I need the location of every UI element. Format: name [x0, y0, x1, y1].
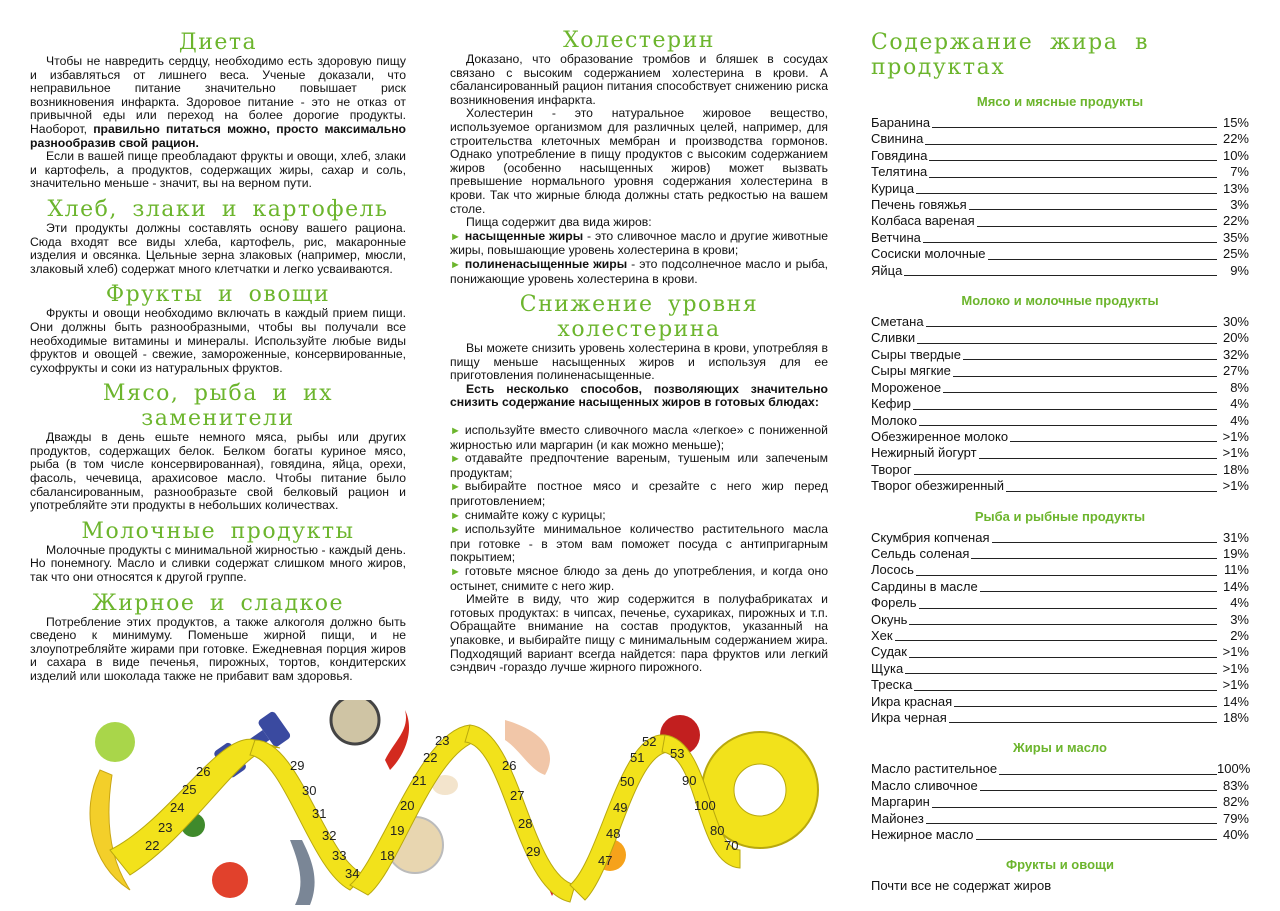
fat-row [871, 478, 1249, 494]
cholesterol-paragraph-3: Пища содержит два вида жиров: [466, 215, 652, 230]
section-title: Фрукты и овощи [105, 282, 331, 308]
fat-percent: >1% [1222, 660, 1249, 676]
section [30, 381, 406, 513]
section [30, 282, 406, 375]
section-title: Хлеб, злаки и картофель [47, 196, 389, 222]
product-name: Нежирный йогурт [871, 445, 977, 461]
leader-line [916, 193, 1217, 194]
fat-row [871, 363, 1249, 379]
fat-row [871, 794, 1249, 810]
section-title: Диета [178, 30, 258, 55]
bullet-arrow-icon: ► [450, 481, 461, 494]
cholesterol-column [450, 30, 828, 681]
leader-line [980, 591, 1217, 592]
leader-line [929, 160, 1217, 161]
fat-row [871, 530, 1249, 546]
product-name: Форель [871, 595, 917, 611]
tape-number: 18 [380, 848, 395, 863]
tomato-icon [212, 862, 248, 898]
fat-row [871, 230, 1249, 246]
fat-row [871, 164, 1249, 180]
leader-line [979, 458, 1217, 459]
leader-line [929, 177, 1217, 178]
leader-line [909, 624, 1217, 625]
lowering-bold-paragraph: Есть несколько способов, позволяющих значительно снизить содержание насыщенных жиров в готовых блюдах: [450, 381, 828, 410]
tape-number: 30 [302, 783, 317, 798]
tape-number: 23 [435, 733, 450, 748]
fat-percent: >1% [1222, 428, 1249, 444]
product-name: Треска [871, 677, 913, 693]
bullet-arrow-icon: ► [450, 524, 461, 537]
tips-list [450, 424, 828, 593]
tip-item: ► отдавайте предпочтение вареным, тушеным или запеченым продуктам; [450, 451, 828, 480]
fat-percent: 79% [1222, 810, 1249, 826]
product-name: Окунь [871, 611, 908, 627]
fat-percent: 30% [1222, 314, 1249, 330]
leader-line [925, 144, 1217, 145]
fat-row [871, 181, 1249, 197]
cholesterol-title: Холестерин [563, 28, 715, 53]
leader-line [919, 608, 1218, 609]
leader-line [932, 127, 1217, 128]
tape-number: 27 [510, 788, 525, 803]
product-name: Колбаса вареная [871, 213, 975, 229]
product-name: Телятина [871, 164, 928, 180]
chili-pepper-icon [385, 710, 409, 770]
fat-group [871, 94, 1249, 279]
tape-number: 24 [170, 800, 185, 815]
fat-types-list [450, 230, 828, 286]
fat-percent: 82% [1222, 794, 1249, 810]
leader-line [954, 706, 1217, 707]
fat-row [871, 761, 1249, 777]
fat-row [871, 413, 1249, 429]
leader-line [976, 839, 1217, 840]
fat-row [871, 595, 1249, 611]
fat-row [871, 579, 1249, 595]
cholesterol-paragraph-2: Холестерин - это натуральное жировое вещество, используемое организмом для различных целей, например, для строительства клеточных мембран и производства гормонов. Однако употребление в пищу продуктов с высоким содержанием жиров (особенно насыщенных жиров) может вызвать превышение нормального уровня содержания холестерина в крови. Так что жирные блюда должны стать редкостью на вашем столе. [450, 106, 828, 216]
fat-group [871, 293, 1249, 494]
tape-number: 22 [145, 838, 160, 853]
fat-percent: 19% [1222, 545, 1249, 561]
fat-row [871, 562, 1249, 578]
product-name: Яйца [871, 262, 903, 278]
section-title: Молочные продукты [81, 518, 355, 544]
fat-percent: 27% [1222, 363, 1249, 379]
bullet-arrow-icon: ► [450, 566, 461, 578]
fat-percent: 13% [1222, 180, 1249, 196]
fat-percent: 31% [1222, 529, 1249, 545]
leader-line [916, 575, 1217, 576]
fat-percent: 18% [1222, 461, 1249, 477]
fat-percent: >1% [1222, 677, 1249, 693]
tape-number: 70 [724, 838, 739, 853]
fat-row [871, 546, 1249, 562]
fat-groups [871, 94, 1249, 843]
fat-percent: 4% [1230, 595, 1249, 611]
fat-row [871, 347, 1249, 363]
fat-percent: 4% [1230, 412, 1249, 428]
tape-number: 51 [630, 750, 645, 765]
leader-line [914, 690, 1217, 691]
fat-percent: 14% [1222, 578, 1249, 594]
section-paragraph: Молочные продукты с минимальной жирностью - каждый день. Но понемногу. Масло и сливки содержат слишком много жиров, так что они относятся к другой группе. [30, 542, 406, 585]
leader-line [926, 823, 1217, 824]
product-name: Обезжиренное молоко [871, 428, 1009, 444]
fat-percent: 3% [1230, 611, 1249, 627]
product-name: Щука [871, 660, 904, 676]
fat-type-item: ► насыщенные жиры - это сливочное масло и другие животные жиры, повышающие уровень холестерина в крови; [450, 228, 828, 258]
tape-number: 31 [312, 806, 327, 821]
section [30, 197, 406, 276]
banana-icon [90, 770, 130, 890]
fat-row [871, 314, 1249, 330]
tape-number: 90 [682, 773, 697, 788]
tape-number: 28 [518, 816, 533, 831]
section-paragraph: Если в вашей пище преобладают фрукты и овощи, хлеб, злаки и картофель, а продуктов, содержащих жиры, сахар и соль, значительно меньше - значит, вы на верном пути. [30, 149, 406, 191]
product-name: Судак [871, 644, 907, 660]
tip-item: ► используйте вместо сливочного масла «легкое» с пониженной жирностью или маргарин (и как можно меньше); [450, 423, 828, 452]
fat-percent: 4% [1230, 396, 1249, 412]
fat-percent: 25% [1222, 246, 1249, 262]
fat-row [871, 710, 1249, 726]
bullet-arrow-icon: ► [450, 453, 461, 466]
fat-percent: 3% [1230, 197, 1249, 213]
product-name: Свинина [871, 131, 924, 147]
tape-number: 29 [526, 844, 541, 859]
product-name: Печень говяжья [871, 197, 967, 213]
product-name: Икра красная [871, 693, 953, 709]
product-name: Нежирное масло [871, 827, 974, 843]
product-name: Скумбрия копченая [871, 529, 990, 545]
fat-content-column [871, 30, 1249, 894]
fat-row [871, 396, 1249, 412]
fat-row [871, 263, 1249, 279]
leader-line [953, 376, 1217, 377]
leader-line [1010, 441, 1217, 442]
leader-line [963, 359, 1217, 360]
section-title: Мясо, рыба и их заменители [102, 381, 334, 432]
product-name: Лосось [871, 562, 914, 578]
product-name: Сосиски молочные [871, 246, 986, 262]
leader-line [926, 326, 1217, 327]
leader-line [919, 425, 1217, 426]
fat-type-item: ► полиненасыщенные жиры - это подсолнечное масло и рыба, понижающие уровень холестерина в крови. [450, 256, 828, 286]
fat-row [871, 115, 1249, 131]
fat-percent: >1% [1222, 644, 1249, 660]
fat-group-heading: Жиры и масло [1013, 740, 1107, 756]
fruit-note: Почти все не содержат жиров [871, 878, 1052, 894]
leader-line [969, 209, 1217, 210]
section [30, 30, 406, 191]
tape-number: 23 [158, 820, 173, 835]
fat-row [871, 330, 1249, 346]
fat-row [871, 778, 1249, 794]
emphasis-text: правильно питаться можно, просто максимально разнообразив свой рацион. [30, 121, 406, 150]
fat-percent: 10% [1222, 147, 1249, 163]
product-name: Сыры твердые [871, 346, 961, 362]
product-name: Майонез [871, 810, 924, 826]
product-name: Хек [871, 627, 893, 643]
fat-percent: 11% [1223, 562, 1249, 578]
fat-percent: 22% [1222, 131, 1249, 147]
nutrition-groups-column [30, 30, 406, 690]
apple-icon [95, 722, 135, 762]
fat-group-heading: Молоко и молочные продукты [961, 293, 1159, 309]
leader-line [971, 558, 1217, 559]
fat-row [871, 197, 1249, 213]
product-name: Говядина [871, 147, 928, 163]
fat-percent: 22% [1222, 213, 1249, 229]
fat-percent: 83% [1222, 777, 1249, 793]
fat-row [871, 811, 1249, 827]
tip-item: ► готовьте мясное блюдо за день до употребления, и когда оно остынет, снимите с него жир. [450, 564, 828, 593]
product-name: Курица [871, 180, 915, 196]
leader-line [917, 343, 1217, 344]
fat-row [871, 462, 1249, 478]
leader-line [949, 722, 1217, 723]
section-paragraph: Потребление этих продуктов, а также алкоголя должно быть сведено к минимуму. Поменьше жирной пищи, и не злоупотребляйте жирами при готовке. Ежедневная порция жиров и сахара в виде печенья, пирожных, тортов, кондитерских изделий или шоколада также не прибавит вам здоровья. [30, 614, 406, 683]
product-name: Ветчина [871, 229, 921, 245]
product-name: Сельдь соленая [871, 545, 970, 561]
section-paragraph: Дважды в день ешьте немного мяса, рыбы или других продуктов, содержащих белок. Белком богаты куриное мясо, рыба (в том числе консервированная), говядина, яйца, орехи, фасоль, чечевица, арахисовое масло. Чтобы питание было сбалансированным, разнообразьте свой белковый рацион и употребляйте эти продукты в небольших количествах. [30, 430, 406, 513]
fat-row [871, 644, 1249, 660]
leader-line [932, 807, 1217, 808]
leader-line [1006, 491, 1217, 492]
product-name: Творог обезжиренный [871, 478, 1004, 494]
leader-line [905, 673, 1217, 674]
tape-number: 19 [390, 823, 405, 838]
product-name: Масло сливочное [871, 777, 978, 793]
section-title: Жирное и сладкое [91, 590, 344, 616]
bullet-arrow-icon: ► [450, 230, 461, 243]
tape-number: 48 [606, 826, 621, 841]
fat-percent: 7% [1230, 164, 1249, 180]
fat-group [871, 509, 1249, 727]
tape-number: 34 [345, 866, 360, 881]
leader-line [988, 259, 1217, 260]
product-name: Кефир [871, 396, 911, 412]
leader-line [943, 392, 1217, 393]
fish-icon [290, 840, 315, 905]
fat-row [871, 694, 1249, 710]
leader-line [895, 640, 1217, 641]
product-name: Молоко [871, 412, 917, 428]
section [30, 519, 406, 585]
section-paragraph: Фрукты и овощи необходимо включать в каждый прием пищи. Они должны быть разнообразными, чтобы вы получали все необходимые витамины и минералы. Используйте любые виды фруктов и овощей - свежие, замороженные, консервированные, сухофрукты и соки из натуральных фруктов. [30, 306, 406, 375]
tape-number: 26 [502, 758, 517, 773]
fat-percent: 15% [1222, 115, 1249, 130]
tape-number: 100 [694, 798, 716, 813]
leader-line [909, 657, 1217, 658]
leader-line [913, 409, 1217, 410]
tape-number: 33 [332, 848, 347, 863]
fat-row [871, 380, 1249, 396]
product-name: Сардины в масле [871, 578, 978, 594]
tape-number: 50 [620, 774, 635, 789]
section-paragraph: Эти продукты должны составлять основу вашего рациона. Сюда входят все виды хлеба, картофель, рис, макаронные изделия и овсянка. Цельные зерна злаковых (например, мюсли, злаковый хлеб) содержат много клетчатки и легко усваиваются. [30, 220, 406, 276]
leader-line [977, 226, 1217, 227]
product-name: Баранина [871, 115, 931, 130]
cholesterol-paragraph-1: Доказано, что образование тромбов и бляшек в сосудах связано с высоким содержанием холестерина в крови. А сбалансированный рацион питания способствует снижению риска возникновения инфаркта. [450, 52, 828, 107]
product-name: Масло растительное [871, 761, 998, 777]
section [30, 591, 406, 684]
fat-row [871, 677, 1249, 693]
fat-content-title: Содержание жира в продуктах [871, 30, 1150, 80]
fat-percent: 2% [1230, 627, 1249, 643]
leader-line [999, 774, 1217, 775]
fat-row [871, 148, 1249, 164]
fat-row [871, 827, 1249, 843]
tape-number: 22 [423, 750, 438, 765]
lowering-paragraph-1: Вы можете снизить уровень холестерина в крови, употребляя в пищу меньше насыщенных жиров и используя для ее приготовления полиненасыщенные. [450, 341, 828, 383]
fat-row [871, 131, 1249, 147]
tape-number: 53 [670, 746, 685, 761]
fat-percent: 35% [1222, 229, 1249, 245]
leader-line [992, 542, 1217, 543]
fat-row [871, 429, 1249, 445]
product-name: Сметана [871, 314, 924, 330]
product-name: Творог [871, 461, 912, 477]
fat-percent: >1% [1222, 478, 1249, 494]
bullet-arrow-icon: ► [450, 258, 461, 271]
fat-percent: 9% [1230, 262, 1249, 278]
fat-group-heading: Мясо и мясные продукты [976, 94, 1144, 109]
fat-percent: 32% [1222, 346, 1249, 362]
tape-number: 32 [322, 828, 337, 843]
leader-line [980, 790, 1217, 791]
tape-number: 52 [642, 734, 657, 749]
tape-number: 29 [290, 758, 305, 773]
fat-row [871, 213, 1249, 229]
beans-bowl-icon [331, 700, 379, 744]
bullet-arrow-icon: ► [450, 425, 461, 438]
tip-item: ► выбирайте постное мясо и срезайте с него жир перед приготовлением; [450, 479, 828, 509]
product-name: Икра черная [871, 710, 947, 725]
fat-group-heading: Рыба и рыбные продукты [974, 508, 1146, 524]
fat-row [871, 661, 1249, 677]
tape-number: 20 [400, 798, 415, 813]
tape-number: 49 [613, 800, 628, 815]
tip-item: ► используйте минимальное количество растительного масла при готовке - в этом вам поможет посуда с антипригарным покрытием; [450, 522, 828, 565]
fat-row [871, 246, 1249, 262]
tape-number: 21 [412, 773, 427, 788]
tape-number: 47 [598, 853, 613, 868]
fat-percent: 8% [1230, 379, 1249, 395]
fat-percent: 100% [1217, 761, 1251, 777]
tape-number: 25 [182, 782, 197, 797]
fat-percent: >1% [1222, 445, 1249, 461]
fat-row [871, 612, 1249, 628]
product-name: Сливки [871, 330, 916, 346]
section-paragraph: Чтобы не навредить сердцу, необходимо есть здоровую пищу и избавляться от лишнего веса. Ученые доказали, что неправильное питание значительно повышает риск возникновения инфаркта. Здоровое питание - это не отказ от привычной еды или переход на более дорогие продукты. Наоборот, правильно питаться можно, просто максимально разнообразив свой рацион. [30, 54, 406, 150]
bullet-arrow-icon: ► [450, 509, 461, 522]
tape-number: 80 [710, 823, 725, 838]
fat-percent: 40% [1222, 827, 1249, 843]
tip-item: ► снимайте кожу с курицы; [450, 507, 606, 522]
leader-line [904, 275, 1217, 276]
fruit-heading: Фрукты и овощи [1006, 857, 1114, 873]
product-name: Мороженое [871, 379, 942, 395]
fat-percent: 14% [1222, 693, 1249, 709]
measuring-tape-illustration [50, 700, 830, 905]
fat-percent: 20% [1222, 330, 1249, 346]
product-name: Сыры мягкие [871, 363, 951, 379]
lowering-cholesterol-title: Снижение уровня холестерина [519, 292, 759, 343]
fat-group [871, 740, 1249, 843]
product-name: Маргарин [871, 794, 930, 810]
fat-row [871, 628, 1249, 644]
leader-line [923, 242, 1217, 243]
lowering-paragraph-2: Имейте в виду, что жир содержится в полуфабрикатах и готовых продуктах: в чипсах, печенье, сухариках, пирожных и т.п. Обращайте внимание на состав продуктов, указанный на упаковке, и выбирайте пищу с минимальным содержанием жира. Подходящий вариант всегда найдется: пара фруктов или легкий сэндвич -гораздо лучше жирного пирожного. [450, 592, 828, 675]
fat-percent: 18% [1222, 710, 1249, 725]
tape-number: 26 [196, 764, 211, 779]
leader-line [914, 474, 1217, 475]
fat-row [871, 445, 1249, 461]
